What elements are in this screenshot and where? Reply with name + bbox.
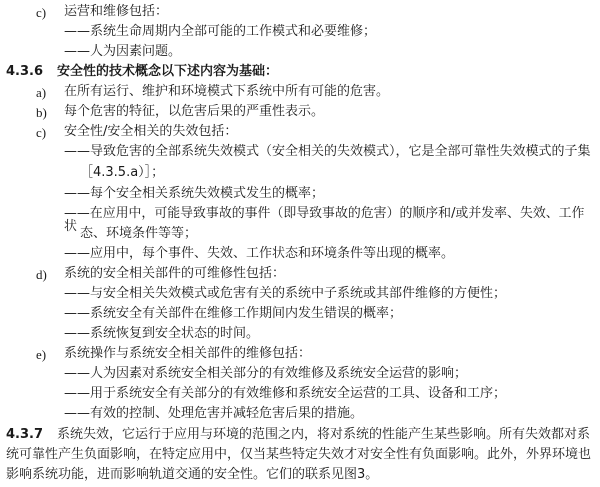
item-d-text: 系统的安全相关部件的可维修性包括： [64,266,286,281]
dash-line: ——与安全相关失效模式或危害有关的系统中子系统或其部件维修的方便性； [64,286,507,301]
dash-line: ——有效的控制、处理危害并减轻危害后果的措施。 [64,406,364,421]
dash-line: ——系统恢复到安全状态的时间。 [64,326,260,341]
section-number: 4.3.7 [6,427,44,442]
item-c-label: c) [36,5,47,20]
item-e-text: 系统操作与系统安全相关部件的维修包括： [64,346,312,361]
dash-line: ——应用中，每个事件、失效、工作状态和环境条件等出现的概率。 [64,246,455,261]
item-a-label: a) [36,85,47,100]
paragraph-line: 系统失效，它运行于应用与环境的范围之内，将对系统的性能产生某些影响。所有失效都对系 [57,427,591,442]
item-c-label: c) [36,125,47,140]
item-b-label: b) [36,105,47,120]
item-a-text: 在所有运行、维护和环境模式下系统中所有可能的危害。 [64,84,390,99]
dash-line: ——系统安全有关部件在维修工作期间内发生错误的概率； [64,306,403,321]
dash-line: ——在应用中，可能导致事故的事件（即导致事故的危害）的顺序和/或并发率、失效、工作状 [64,206,585,234]
dash-line: ——导致危害的全部系统失效模式（安全相关的失效模式），它是全部可靠性失效模式的子集 [64,144,591,159]
dash-line: ——系统生命周期内全部可能的工作模式和必要维修； [64,24,377,39]
item-e-label: e) [36,347,47,362]
section-number: 4.3.6 [6,64,44,79]
item-c-text: 安全性/安全相关的失效包括： [64,124,238,139]
dash-line: ——用于系统安全有关部分的有效维修和系统安全运营的工具、设备和工序； [64,386,507,401]
section-heading-text: 安全性的技术概念以下述内容为基础： [57,64,279,79]
dash-line: ——人为因素问题。 [64,44,182,59]
item-d-label: d) [36,267,47,282]
paragraph-line: 影响系统功能，进而影响轨道交通的安全性。它们的联系见图3。 [6,467,379,482]
dash-line: ——每个安全相关系统失效模式发生的概率； [64,186,325,201]
item-b-text: 每个危害的特征，以危害后果的严重性表示。 [64,104,325,119]
item-c-text: 运营和维修包括： [64,4,169,19]
dash-line-continued: 态、环境条件等等； [80,226,198,241]
paragraph-line: 统可靠性产生负面影响，在特定应用中，仅当某些特定失效才对安全性有负面影响。此外，外界环境也 [6,447,592,462]
dash-line-continued: ［4.3.5.a）］； [80,165,165,180]
dash-line: ——人为因素对系统安全相关部分的有效维修及系统安全运营的影响； [64,366,468,381]
